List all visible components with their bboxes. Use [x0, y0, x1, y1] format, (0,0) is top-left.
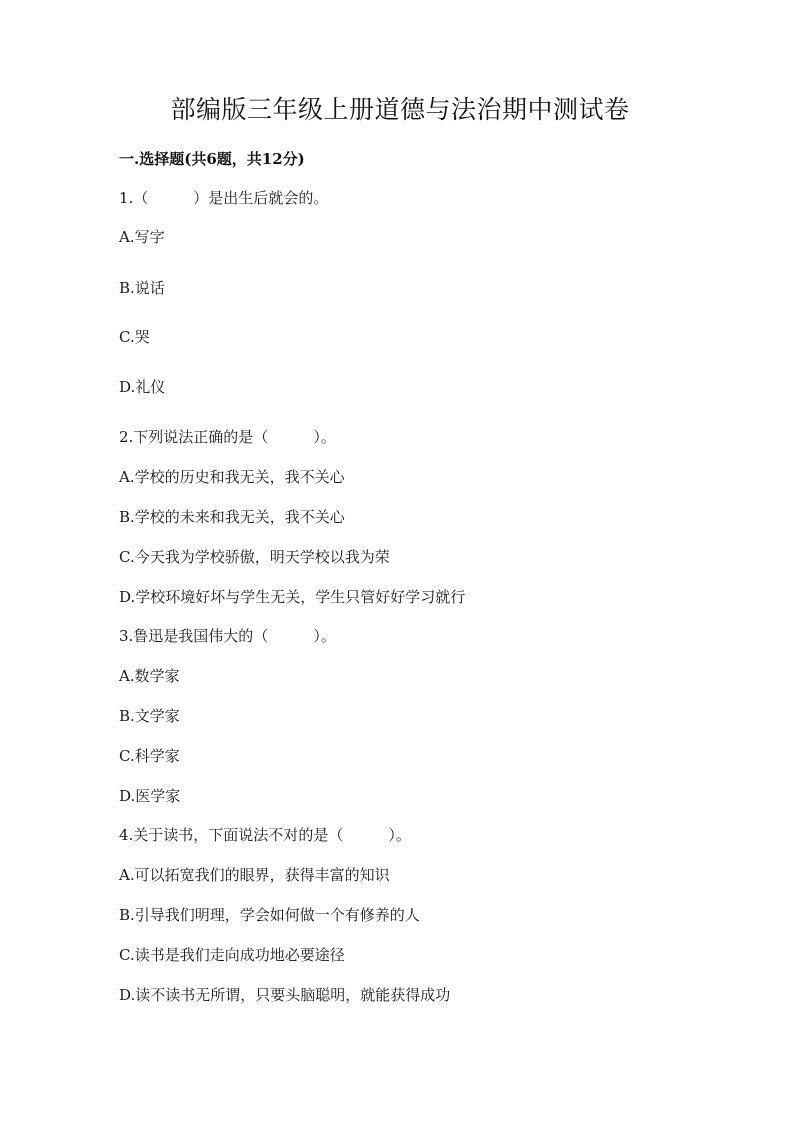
answer-option[interactable]: D.医学家	[119, 787, 181, 805]
answer-option[interactable]: B.说话	[119, 279, 165, 297]
answer-option[interactable]: C.哭	[119, 328, 150, 346]
answer-option[interactable]: C.读书是我们走向成功地必要途径	[119, 946, 345, 964]
question-stem: 1.（ ）是出生后就会的。	[119, 189, 329, 207]
answer-option[interactable]: B.学校的未来和我无关，我不关心	[119, 508, 345, 526]
answer-option[interactable]: D.读不读书无所谓，只要头脑聪明，就能获得成功	[119, 986, 451, 1004]
answer-option[interactable]: D.礼仪	[119, 378, 166, 396]
answer-option[interactable]: A.写字	[119, 228, 165, 246]
answer-option[interactable]: B.引导我们明理，学会如何做一个有修养的人	[119, 906, 420, 924]
page-title: 部编版三年级上册道德与法治期中测试卷	[170, 95, 630, 124]
answer-option[interactable]: A.学校的历史和我无关，我不关心	[119, 468, 345, 486]
answer-option[interactable]: A.可以拓宽我们的眼界，获得丰富的知识	[119, 866, 390, 884]
answer-option[interactable]: C.科学家	[119, 747, 180, 765]
question-stem: 3.鲁迅是我国伟大的（ ）。	[119, 627, 336, 645]
question-stem: 4.关于读书，下面说法不对的是（ ）。	[119, 826, 411, 844]
answer-option[interactable]: D.学校环境好坏与学生无关，学生只管好好学习就行	[119, 588, 466, 606]
answer-option[interactable]: B.文学家	[119, 707, 180, 725]
answer-option[interactable]: A.数学家	[119, 667, 180, 685]
section-heading: 一.选择题(共6题，共12分)	[119, 150, 305, 168]
answer-option[interactable]: C.今天我为学校骄傲，明天学校以我为荣	[119, 548, 390, 566]
question-stem: 2.下列说法正确的是（ ）。	[119, 428, 336, 446]
